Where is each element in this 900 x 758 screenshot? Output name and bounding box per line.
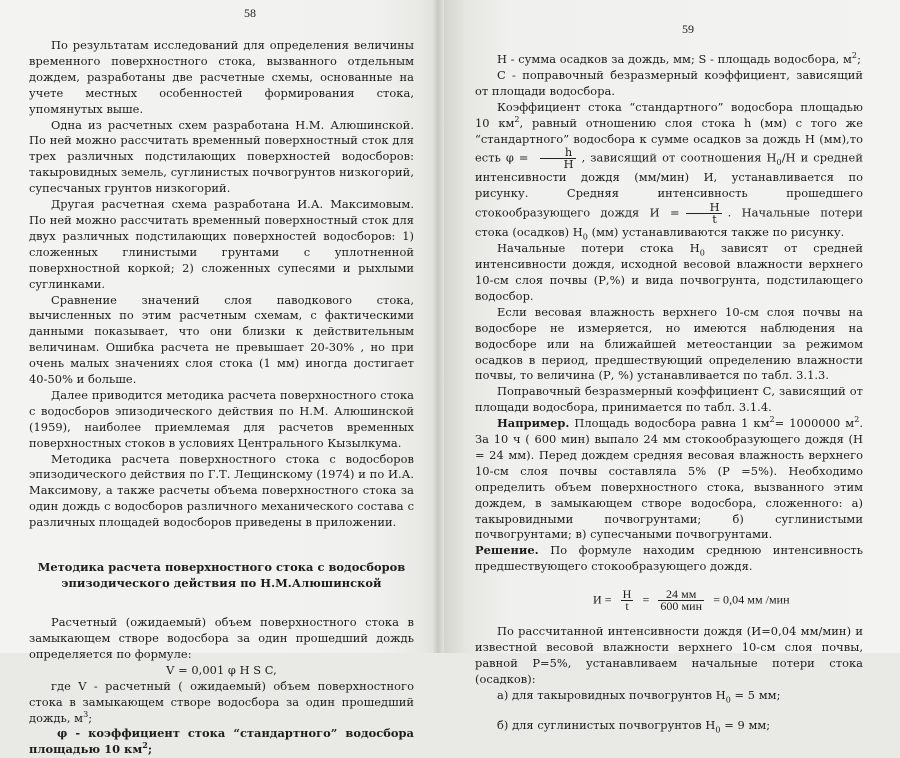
subscript: 0 bbox=[725, 695, 731, 705]
subscript: 0 bbox=[699, 248, 705, 258]
equals: = bbox=[642, 592, 650, 607]
page-number: 59 bbox=[682, 22, 694, 36]
example-paragraph bbox=[475, 416, 863, 543]
volume-formula: V = 0,001 φ H S C, bbox=[166, 662, 277, 677]
spacer bbox=[475, 704, 863, 718]
text: = 1000000 м bbox=[774, 416, 855, 431]
paragraph: Другая расчетная схема разработана И.А. Максимовым. По ней можно рассчитать временный поверхностный сток для двух различных подстилающих поверхностей водосборов: 1) сложенных глинистыми грунтами с уплотненной поверхностной коркой; 2) сложенных супесями и рыхлыми суглинками. bbox=[29, 197, 414, 291]
paragraph: Методика расчета поверхностного стока с водосборов эпизодического действия по Г.Т. Лещинскому (1974) и по И.А. Максимову, а также расчеты объема поверхностного стока за один дождь с водосборов различного механического состава с различных площадей водосборов приведены в приложении. bbox=[29, 451, 414, 530]
paragraph: По результатам исследований для определения величины временного поверхностного стока, вызванного отдельным дождем, разработаны две расчетные схемы, основанные на учете местных особенностей формирования стока, упомянутых выше. bbox=[29, 38, 414, 116]
text: Площадь водосбора равна 1 км bbox=[569, 416, 770, 431]
denominator: H bbox=[563, 157, 574, 172]
definition-c: С - поправочный безразмерный коэффициент, зависящий от площади водосбора. bbox=[475, 67, 863, 98]
text: а) для такыровидных почвогрунтов Н bbox=[497, 687, 726, 702]
superscript: 2 bbox=[142, 740, 148, 751]
calc-lhs: И = bbox=[593, 592, 612, 607]
denominator: 600 мин bbox=[660, 599, 703, 614]
definition-v bbox=[29, 679, 414, 727]
definition-text: φ - коэффициент стока “стандартного” водосбора площадью 10 км bbox=[29, 726, 414, 757]
fraction-H-over-t bbox=[621, 589, 634, 612]
intro-paragraph: Расчетный (ожидаемый) объем поверхностного стока в замыкающем створе водосбора за один прошедший дождь определяется по формуле: bbox=[29, 615, 414, 661]
subscript: 0 bbox=[715, 725, 721, 734]
definition-text: Н - сумма осадков за дождь, мм; S - площадь водосбора, м bbox=[497, 52, 852, 66]
definition-end: ; bbox=[88, 710, 93, 725]
value: = 9 мм; bbox=[720, 717, 771, 732]
left-page-body bbox=[29, 38, 414, 758]
definition-end: ; bbox=[857, 52, 861, 66]
denominator: t bbox=[712, 212, 717, 227]
section-heading-line: Методика расчета поверхностного стока с водосборов bbox=[37, 560, 406, 575]
superscript: 2 bbox=[769, 415, 775, 425]
text: . Начальные потери стока (осадков) Н bbox=[475, 205, 863, 240]
text: б) для суглинистых почвогрунтов Н bbox=[497, 717, 716, 732]
text: , зависящий от соотношения Н bbox=[581, 150, 777, 165]
superscript: 3 bbox=[83, 709, 89, 719]
superscript: 2 bbox=[514, 114, 520, 124]
definition-end: ; bbox=[147, 742, 153, 757]
coefficient-paragraph bbox=[475, 100, 863, 241]
paragraph: Сравнение значений слоя паводкового стока, вычисленных по этим расчетным схемам, с фактическими данными показывает, что они близки к действительным величинам. Ошибка расчета не превышает 20-30% , но при очень малых значениях слоя стока (1 мм) иногда достигает 40-50% и больше. bbox=[29, 292, 414, 387]
correction-paragraph: Поправочный безразмерный коэффициент С, зависящий от площади водосбора, принимается по табл. 3.1.4. bbox=[475, 384, 863, 415]
solution-paragraph bbox=[475, 543, 863, 575]
initial-losses-paragraph bbox=[475, 241, 863, 305]
definition-text: где V - расчетный ( ожидаемый) объем поверхностного стока в замыкающем створе водосбора за один прошедший дождь, м bbox=[29, 678, 414, 725]
book-gutter bbox=[432, 0, 444, 653]
text: Начальные потери стока Н bbox=[497, 241, 700, 256]
subscript: 0 bbox=[776, 158, 782, 168]
text: . За 10 ч ( 600 мин) выпало 24 мм стокообразующего дождя (Н = 24 мм). Перед дождем средняя весовая влажность верхнего 10-см слоя почвы составляла 5% (Р =5%). Необходимо определить объем поверхностного стока, вызванного этим дождем, в замыкающем створе водосбора, сложенного: а) такыровидными почвогрунтами; б) суглинистыми почвогрунтами; в) супесчаными почвогрунтами. bbox=[475, 416, 863, 542]
text: , равный отношению слоя стока h (мм) с того же “стандартного” водосбора к сумме осадков за дождь Н (мм),то есть φ = bbox=[475, 115, 863, 165]
text: зависят от средней интенсивности дождя, исходной весовой влажности верхнего 10-см слоя почвы (Р,%) и вида почвогрунта, подстилающего водосбор. bbox=[475, 241, 864, 303]
item-a bbox=[475, 688, 863, 704]
fraction-H-over-t bbox=[686, 202, 722, 225]
section-heading bbox=[29, 559, 414, 591]
paragraph: Далее приводится методика расчета поверхностного стока с водосборов эпизодического действия по Н.М. Алюшинской (1959), наиболее приемлемая для расчетов временных поверхностных стоков в условиях Центрального Кызылкума. bbox=[29, 387, 414, 450]
text: По формуле находим среднюю интенсивность предшествующего стокообразующего дождя. bbox=[475, 543, 863, 574]
value: = 5 мм; bbox=[730, 687, 781, 702]
left-page bbox=[0, 0, 440, 757]
page-number: 58 bbox=[244, 6, 256, 20]
text: (мм) устанавливаются также по рисунку. bbox=[587, 225, 845, 240]
item-b bbox=[475, 718, 863, 734]
definition-phi bbox=[29, 726, 414, 758]
fraction-24mm-over-600min bbox=[658, 589, 704, 612]
fraction-h-over-H bbox=[540, 147, 576, 170]
intensity-calculation bbox=[475, 589, 863, 612]
moisture-paragraph: Если весовая влажность верхнего 10-см слоя почвы на водосборе не измеряется, но имеются наблюдения на водосборе или на ближайшей метеостанции за режимом осадков в период, предшествующий определению влажности почвы, то величина (Р, %) устанавливается по табл. 3.1.3. bbox=[475, 304, 863, 383]
numerator: H bbox=[686, 202, 722, 214]
section-heading-line: эпизодического действия по Н.М.Алюшинской bbox=[61, 576, 382, 591]
example-label: Например. bbox=[497, 416, 570, 431]
paragraph: Одна из расчетных схем разработана Н.М. Алюшинской. По ней можно рассчитать временный поверхностный сток для трех различных подстилающих поверхностей водосборов: такыровидных земель, суглинистых почвогрунтов низкогорий, супесчаных грунтов низкогорий. bbox=[29, 117, 414, 196]
solution-label: Решение. bbox=[475, 543, 539, 558]
subscript: 0 bbox=[582, 232, 588, 242]
superscript: 2 bbox=[851, 51, 858, 61]
calc-result: = 0,04 мм /мин bbox=[713, 592, 790, 607]
text: Коэффициент стока “стандартного” водосбора площадью 10 км bbox=[475, 99, 863, 130]
superscript: 2 bbox=[854, 415, 860, 425]
numerator: h bbox=[540, 147, 576, 159]
denominator: t bbox=[625, 599, 629, 614]
numerator: 24 мм bbox=[658, 589, 704, 601]
right-page-body bbox=[475, 34, 863, 734]
numerator: H bbox=[622, 587, 632, 602]
calc-paragraph: По рассчитанной интенсивности дождя (И=0,04 мм/мин) и известной весовой влажности верхнего 10-см слоя почвы, равной Р=5%, устанавливаем начальные потери стока (осадков): bbox=[475, 624, 863, 686]
definition-h-s bbox=[475, 52, 863, 68]
text: /Н и средней интенсивности дождя (мм/мин) И, устанавливается по рисунку. Средняя интенсивность прошедшего стокообразующего дождя И = bbox=[475, 150, 863, 220]
